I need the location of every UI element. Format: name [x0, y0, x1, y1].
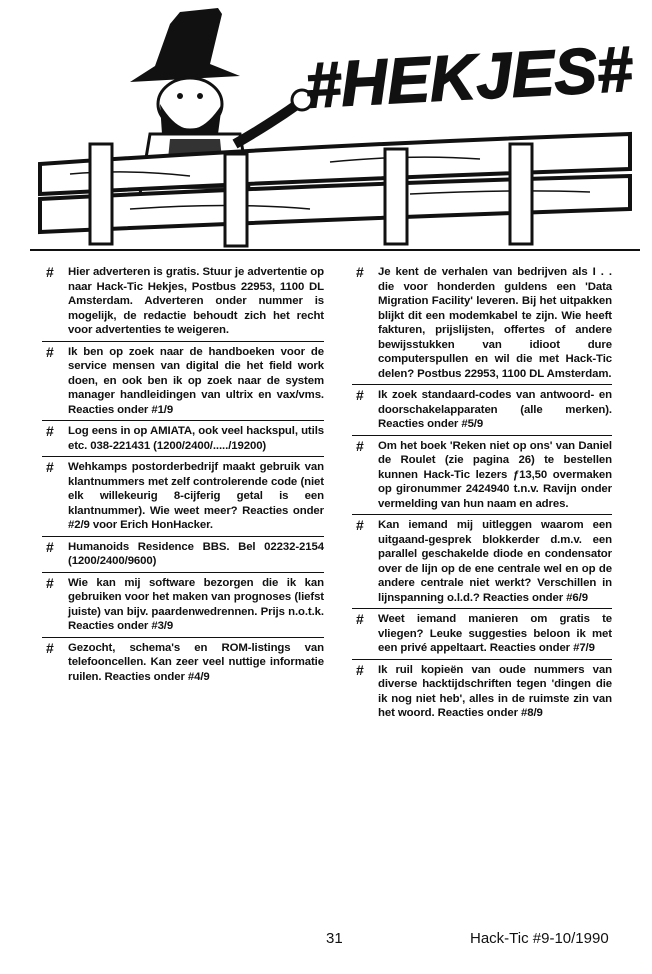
ad-text: Ik ruil kopieën van oude nummers van diverse hacktijdschriften tegen 'dingen die ik nog niet heb', alles in de ruimste zin van het woord. Reacties onder #8/9	[378, 663, 612, 719]
masthead-title: #HEKJES#	[303, 32, 635, 122]
ad-item	[42, 537, 324, 573]
page-number: 31	[326, 930, 343, 947]
ad-text: Humanoids Residence BBS. Bel 02232-2154 (1200/2400/9600)	[68, 540, 324, 567]
ad-item	[352, 436, 612, 516]
ad-text: Wie kan mij software bezorgen die ik kan gebruiken voor het maken van prognoses (liefst juiste) van bijv. paardenwedrennen. Prijs n.o.t.k. Reacties onder #3/9	[68, 576, 324, 632]
ad-item	[42, 638, 324, 688]
ad-item	[42, 262, 324, 342]
ad-item	[42, 421, 324, 457]
hash-symbol: #	[46, 538, 54, 555]
ad-text: Om het boek 'Reken niet op ons' van Daniel de Roulet (zie pagina 26) te bestellen kunnen Hack-Tic lezers ƒ13,50 overmaken op gironummer 2424940 t.n.v. Ravijn onder vermelding van hun naam en adres.	[378, 439, 612, 510]
ad-item	[352, 660, 612, 724]
hash-symbol: #	[356, 661, 364, 678]
ad-text: Ik zoek standaard-codes van antwoord- en doorschakelapparaten (alle merken). Reacties onder #5/9	[378, 389, 612, 430]
hash-symbol: #	[46, 264, 54, 280]
hash-symbol: #	[356, 611, 364, 627]
ads-column-right	[352, 262, 612, 724]
ad-text: Je kent de verhalen van bedrijven als I . . die voor honderden guldens een 'Data Migration Facility' leveren. Bij het uitpakken blijkt dit een modemkabel te zijn. Wie heeft fakturen, prijslijsten, offertes of andere bewijsstukken van idioot dure computerspullen en wil die met Hack-Tic delen? Postbus 22953, 1100 DL Amsterdam.	[378, 266, 612, 380]
ad-item	[352, 515, 612, 609]
hash-symbol: #	[46, 343, 54, 360]
ad-text: Wehkamps postorderbedrijf maakt gebruik van klantnummers met zelf controlerende code (niet elk willekeurig 8-cijferig getal is een klantnummer). Wie weet meer? Reacties onder #2/9 voor Erich HonHacker.	[68, 461, 324, 531]
ad-text: Log eens in op AMIATA, ook veel hackspul, utils etc. 038-221431 (1200/2400/...../19200)	[68, 425, 324, 452]
ad-text: Hier adverteren is gratis. Stuur je advertentie op naar Hack-Tic Hekjes, Postbus 22953, 1100 DL Amsterdam. Adverteren onder nummer is mogelijk, de redactie behoudt zich het recht voor advertenties te weigeren.	[68, 266, 324, 336]
hash-symbol: #	[46, 639, 54, 656]
hash-symbol: #	[356, 437, 364, 454]
hash-symbol: #	[356, 264, 364, 280]
ad-text: Ik ben op zoek naar de handboeken voor de service mensen van digital die het field work doen, en ook ben ik op zoek naar de system manager handleidingen van ultrix en vax/vms. Reacties onder #1/9	[68, 345, 324, 416]
masthead-illustration	[30, 4, 640, 254]
ad-item	[42, 342, 324, 422]
hash-symbol: #	[356, 517, 364, 533]
ad-text: Gezocht, schema's en ROM-listings van telefooncellen. Kan zeer veel nuttige informatie ruilen. Reacties onder #4/9	[68, 641, 324, 683]
ad-item	[352, 609, 612, 660]
ad-item	[352, 262, 612, 385]
ad-item	[42, 573, 324, 638]
hash-symbol: #	[46, 423, 54, 439]
hash-symbol: #	[46, 459, 54, 475]
ads-column-left	[42, 262, 324, 687]
ad-item	[352, 385, 612, 436]
hash-symbol: #	[356, 387, 364, 403]
issue-label: Hack-Tic #9-10/1990	[470, 930, 609, 947]
ad-item	[42, 457, 324, 537]
hash-symbol: #	[46, 574, 54, 591]
ad-text: Weet iemand manieren om gratis te vliegen? Leuke suggesties beloon ik met een privé appeltaart. Reacties onder #7/9	[378, 613, 612, 654]
ad-text: Kan iemand mij uitleggen waarom een uitgaand-gesprek blokkerder d.m.v. een parallel geschakelde diode en condensator over de lijn op de ene centrale wel en op de andere centrale niet werkt? Verschillen in lijnspanning o.l.d.? Reacties onder #6/9	[378, 519, 612, 604]
